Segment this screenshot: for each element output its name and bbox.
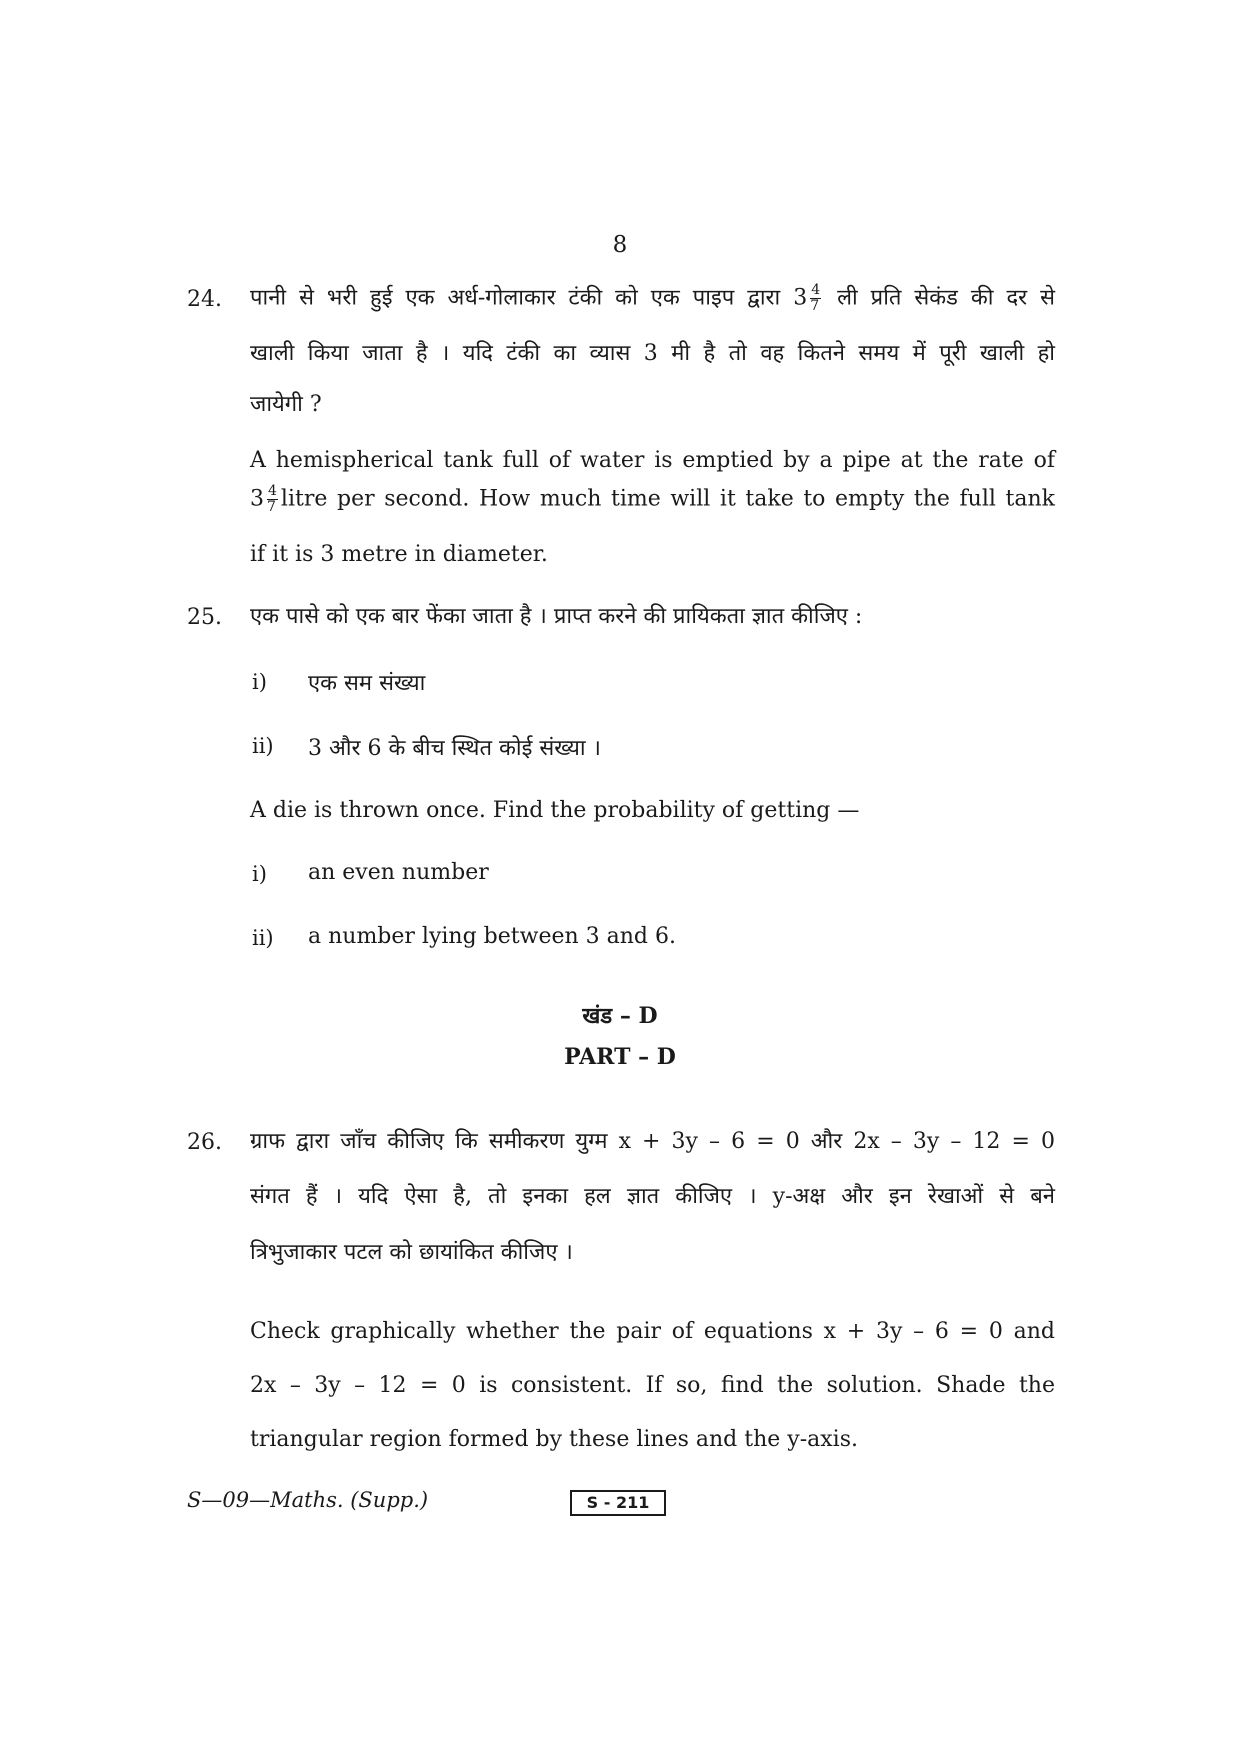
footer-subject: S—09—Maths. (Supp.) — [187, 1488, 429, 1512]
question-24-english-line-3: if it is 3 metre in diameter. — [250, 542, 548, 567]
question-24-number: 24. — [187, 287, 222, 312]
question-24-hindi-line-3: जायेगी ? — [250, 392, 322, 417]
q24-english-text-b: litre per second. How much time will it take to empty the full tank — [280, 486, 1055, 512]
q25-hindi-item-2-text: 3 और 6 के बीच स्थित कोई संख्या । — [308, 736, 601, 761]
q25-english-item-2-text: a number lying between 3 and 6. — [308, 924, 676, 949]
question-24-english-line-2 — [250, 484, 1055, 515]
question-26-number: 26. — [187, 1130, 222, 1155]
q24-hindi-text-b: ली प्रति सेकंड की दर से — [837, 285, 1055, 311]
part-heading-english: PART – D — [564, 1044, 676, 1070]
question-26-english-line-1: Check graphically whether the pair of equations x + 3y – 6 = 0 and — [250, 1319, 1055, 1344]
question-26-hindi-line-1: ग्राफ द्वारा जाँच कीजिए कि समीकरण युग्म x + 3y – 6 = 0 और 2x – 3y – 12 = 0 — [250, 1129, 1055, 1154]
question-25-hindi-line-1: एक पासे को एक बार फेंका जाता है । प्राप्त करने की प्रायिकता ज्ञात कीजिए : — [250, 604, 863, 629]
question-26-hindi-line-2: संगत हैं । यदि ऐसा है, तो इनका हल ज्ञात कीजिए । y-अक्ष और इन रेखाओं से बने — [250, 1184, 1055, 1209]
question-25-english-line-1: A die is thrown once. Find the probability of getting — — [250, 798, 860, 823]
question-24-english-line-1: A hemispherical tank full of water is emptied by a pipe at the rate of — [250, 448, 1055, 473]
page-number: 8 — [612, 232, 628, 258]
question-26-english-line-3: triangular region formed by these lines and the y-axis. — [250, 1427, 858, 1452]
question-26-hindi-line-3: त्रिभुजाकार पटल को छायांकित कीजिए । — [250, 1240, 573, 1265]
question-25-number: 25. — [187, 605, 222, 630]
q24-english-fraction: $\frac{4}{7}$ — [267, 483, 277, 515]
q25-hindi-item-1-label: i) — [252, 670, 267, 694]
footer-paper-code: S - 211 — [570, 1490, 666, 1516]
q24-hindi-text-a: पानी से भरी हुई एक अर्ध-गोलाकार टंकी को एक पाइप द्वारा 3 — [250, 285, 808, 311]
question-24-hindi-line-2: खाली किया जाता है । यदि टंकी का व्यास 3 मी है तो वह कितने समय में पूरी खाली हो — [250, 341, 1055, 366]
q24-english-text-a: 3 — [250, 486, 264, 512]
q24-hindi-fraction: $\frac{4}{7}$ — [810, 282, 821, 314]
q25-english-item-1-label: i) — [252, 862, 267, 886]
part-heading-hindi: खंड – D — [582, 1003, 658, 1029]
q25-hindi-item-1-text: एक सम संख्या — [308, 671, 426, 696]
q25-english-item-2-label: ii) — [252, 926, 274, 950]
q25-hindi-item-2-label: ii) — [252, 734, 274, 758]
question-26-english-line-2: 2x – 3y – 12 = 0 is consistent. If so, find the solution. Shade the — [250, 1373, 1055, 1398]
q25-english-item-1-text: an even number — [308, 860, 489, 885]
question-24-hindi-line-1 — [250, 283, 1055, 314]
